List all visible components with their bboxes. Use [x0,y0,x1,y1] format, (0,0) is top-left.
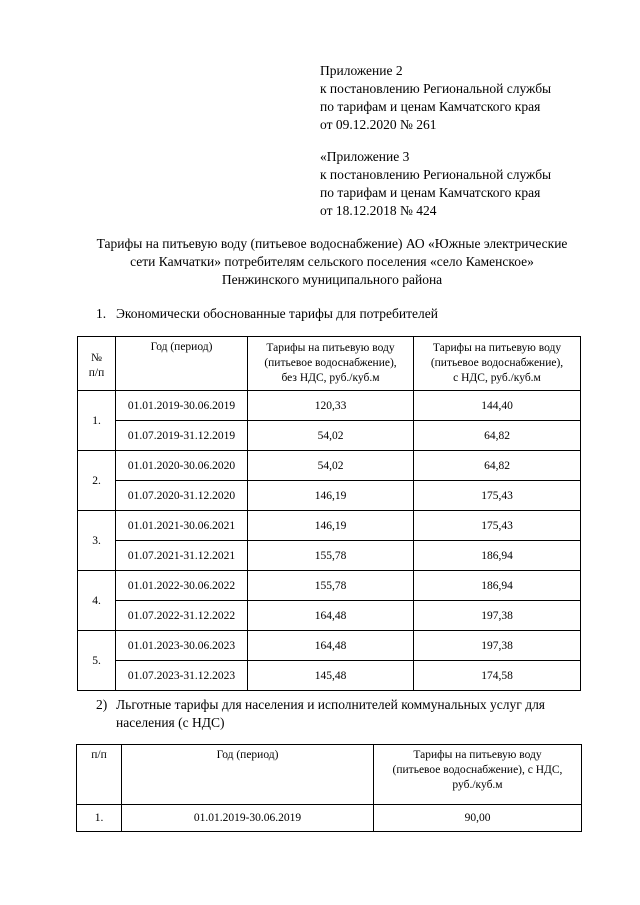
tariff-vat-cell: 186,94 [414,571,581,601]
period-cell: 01.07.2022-31.12.2022 [116,601,248,631]
tariff-no-vat-cell: 54,02 [248,451,414,481]
tariff-vat-cell: 64,82 [414,451,581,481]
appendix-3-line: от 18.12.2018 № 424 [320,203,437,218]
period-cell: 01.01.2020-30.06.2020 [116,451,248,481]
table-header-row [77,745,582,805]
header-line: с НДС, руб./куб.м [453,372,541,384]
header-num: п/п [77,745,122,805]
appendix-3-reference [320,148,551,220]
header-line: Тарифы на питьевую воду [266,342,395,354]
section-1-number: 1. [96,306,107,321]
period-cell: 01.07.2019-31.12.2019 [116,421,248,451]
group-number-cell: 1. [78,391,116,451]
tariff-vat-cell: 90,00 [374,805,582,832]
appendix-3-line: к постановлению Региональной службы [320,167,552,182]
table-row [78,391,581,421]
header-tariff-vat [414,337,581,391]
section-2-title-line1: Льготные тарифы для населения и исполнителей коммунальных услуг для [116,697,546,712]
tariff-no-vat-cell: 164,48 [248,631,414,661]
period-cell: 01.01.2019-30.06.2019 [116,391,248,421]
header-line: руб./куб.м [452,779,503,791]
tariff-vat-cell: 144,40 [414,391,581,421]
table-row [78,481,581,511]
period-cell: 01.07.2020-31.12.2020 [116,481,248,511]
tariff-no-vat-cell: 54,02 [248,421,414,451]
appendix-3-line: «Приложение 3 [320,149,410,164]
header-num-line: п/п [88,367,105,379]
table-row [78,571,581,601]
table-header-row [78,337,581,391]
preferential-tariffs-table [76,744,582,832]
appendix-2-reference [320,62,551,134]
tariff-vat-cell: 175,43 [414,511,581,541]
tariff-no-vat-cell: 146,19 [248,511,414,541]
tariff-vat-cell: 174,58 [414,661,581,691]
period-cell: 01.07.2021-31.12.2021 [116,541,248,571]
header-num [78,337,116,391]
tariff-no-vat-cell: 120,33 [248,391,414,421]
header-line: без НДС, руб./куб.м [281,372,380,384]
appendix-2-line: Приложение 2 [320,63,403,78]
tariff-vat-cell: 175,43 [414,481,581,511]
table-row [77,805,582,832]
section-2-title-line2: населения (с НДС) [116,715,225,730]
section-1-heading [96,305,438,323]
section-2-heading-line [96,696,596,714]
tariff-vat-cell: 197,38 [414,631,581,661]
table-row [78,541,581,571]
tariff-no-vat-cell: 155,78 [248,571,414,601]
header-tariff-vat [374,745,582,805]
appendix-2-line: от 09.12.2020 № 261 [320,117,437,132]
header-line: (питьевое водоснабжение), с НДС, [392,764,563,776]
table-row [78,631,581,661]
header-line: Тарифы на питьевую воду [413,749,542,761]
tariff-vat-cell: 197,38 [414,601,581,631]
section-2-number: 2) [96,697,108,712]
header-period: Год (период) [116,337,248,391]
period-cell: 01.01.2023-30.06.2023 [116,631,248,661]
table-row [78,451,581,481]
tariff-no-vat-cell: 146,19 [248,481,414,511]
header-tariff-no-vat [248,337,414,391]
table-row [78,661,581,691]
row-number-cell: 1. [77,805,122,832]
tariff-no-vat-cell: 164,48 [248,601,414,631]
header-line: Тарифы на питьевую воду [432,342,562,354]
period-cell: 01.01.2022-30.06.2022 [116,571,248,601]
table-row [78,421,581,451]
period-cell: 01.01.2021-30.06.2021 [116,511,248,541]
group-number-cell: 2. [78,451,116,511]
group-number-cell: 3. [78,511,116,571]
section-2-heading [96,696,596,732]
tariff-vat-cell: 186,94 [414,541,581,571]
economic-tariffs-table [77,336,581,691]
table-row [78,511,581,541]
header-line: (питьевое водоснабжение), [264,357,397,369]
appendix-2-line: к постановлению Региональной службы [320,81,552,96]
tariff-no-vat-cell: 155,78 [248,541,414,571]
group-number-cell: 5. [78,631,116,691]
header-num-line: № [91,352,102,364]
appendix-3-line: по тарифам и ценам Камчатского края [320,185,541,200]
tariff-vat-cell: 64,82 [414,421,581,451]
period-cell: 01.01.2019-30.06.2019 [122,805,374,832]
period-cell: 01.07.2023-31.12.2023 [116,661,248,691]
header-line: (питьевое водоснабжение), [430,357,564,369]
document-title: Тарифы на питьевую воду (питьевое водоснабжение) АО «Южные электрические сети Камчатки» потребителям сельского поселения «село Каменское» Пенжинского муниципального района [96,236,568,287]
tariff-no-vat-cell: 145,48 [248,661,414,691]
group-number-cell: 4. [78,571,116,631]
section-1-title: Экономически обоснованные тарифы для потребителей [116,306,438,321]
appendix-2-line: по тарифам и ценам Камчатского края [320,99,541,114]
header-period: Год (период) [122,745,374,805]
table-row [78,601,581,631]
